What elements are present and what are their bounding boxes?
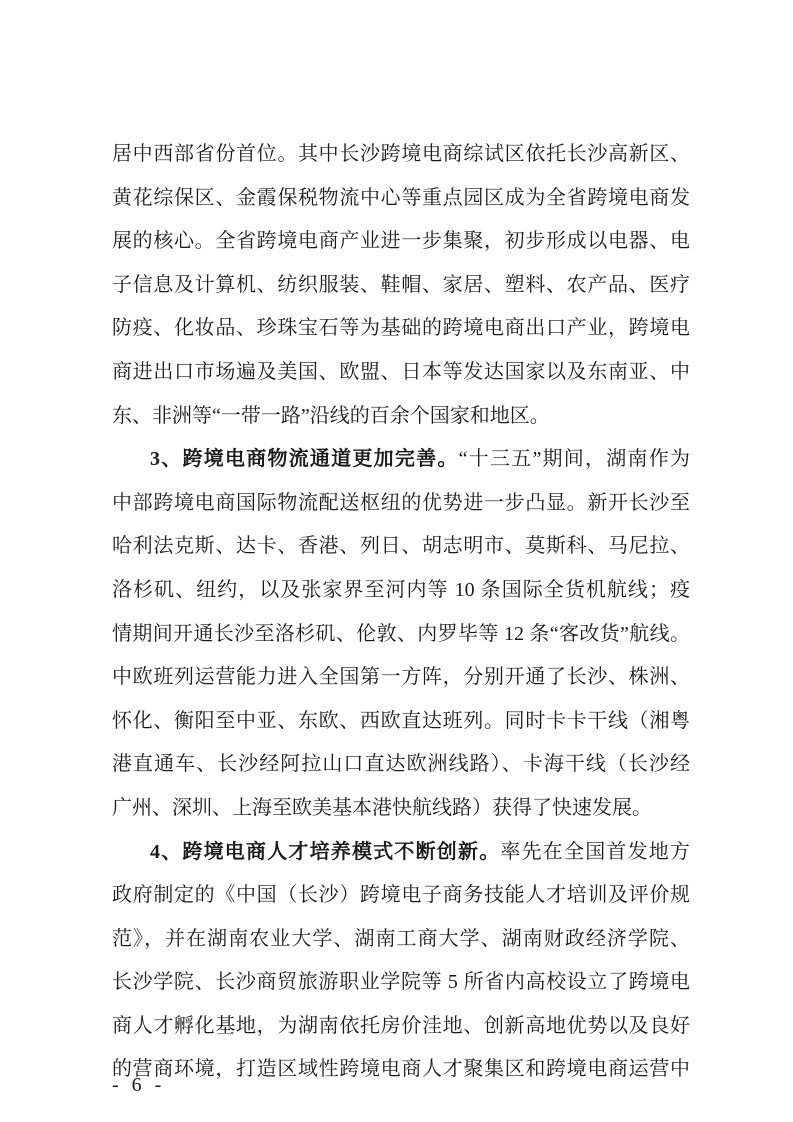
text-line: 东、非洲等“一带一路”沿线的百余个国家和地区。 [112,404,550,427]
text-line: 广州、深圳、上海至欧美基本港快航线路）获得了快速发展。 [112,796,652,819]
text-line: 情期间开通长沙至洛杉矶、伦敦、内罗毕等 12 条“客改货”航线。 [112,622,690,645]
paragraph-first-line [112,438,690,482]
text-line: 防疫、化妆品、珍珠宝石等为基础的跨境电商出口产业，跨境电 [112,317,690,340]
text-line: 洛杉矶、纽约，以及张家界至河内等 10 条国际全货机航线；疫 [112,578,690,601]
text-line: 的营商环境，打造区域性跨境电商人才聚集区和跨境电商运营中 [112,1058,690,1081]
text-line: 哈利法克斯、达卡、香港、列日、胡志明市、莫斯科、马尼拉、 [112,535,690,558]
section-heading: 3、跨境电商物流通道更加完善。 [150,448,459,471]
text-line: 政府制定的《中国（长沙）跨境电子商务技能人才培训及评价规 [112,884,690,907]
text-run: “十三五”期间，湖南作为 [458,448,691,471]
text-run: 率先在全国首发地方 [500,840,691,863]
text-line: 怀化、衡阳至中亚、东欧、西欧直达班列。同时卡卡干线（湘粤 [112,709,690,732]
paragraph-first-line [112,831,690,875]
text-line: 中欧班列运营能力进入全国第一方阵，分别开通了长沙、株洲、 [112,666,690,689]
text-line: 黄花综保区、金霞保税物流中心等重点园区成为全省跨境电商发 [112,186,690,209]
text-line: 居中西部省份首位。其中长沙跨境电商综试区依托长沙高新区、 [112,143,690,165]
page-number: - 6 - [112,1074,166,1096]
text-line: 商进出口市场遍及美国、欧盟、日本等发达国家以及东南亚、中 [112,360,690,383]
paragraph [112,438,690,830]
document-body [112,133,690,1092]
text-line: 商人才孵化基地，为湖南依托房价洼地、创新高地优势以及良好 [112,1014,690,1037]
section-heading: 4、跨境电商人才培养模式不断创新。 [150,840,501,863]
text-line: 子信息及计算机、纺织服装、鞋帽、家居、塑料、农产品、医疗 [112,273,690,296]
text-line: 范》，并在湖南农业大学、湖南工商大学、湖南财政经济学院、 [112,927,690,950]
text-line: 展的核心。全省跨境电商产业进一步集聚，初步形成以电器、电 [112,230,690,253]
paragraph [112,133,690,438]
paragraph [112,831,690,1093]
text-line: 港直通车、长沙经阿拉山口直达欧洲线路）、卡海干线（长沙经 [112,753,690,776]
text-line: 长沙学院、长沙商贸旅游职业学院等 5 所省内高校设立了跨境电 [112,971,690,994]
text-line: 中部跨境电商国际物流配送枢纽的优势进一步凸显。新开长沙至 [112,491,690,514]
